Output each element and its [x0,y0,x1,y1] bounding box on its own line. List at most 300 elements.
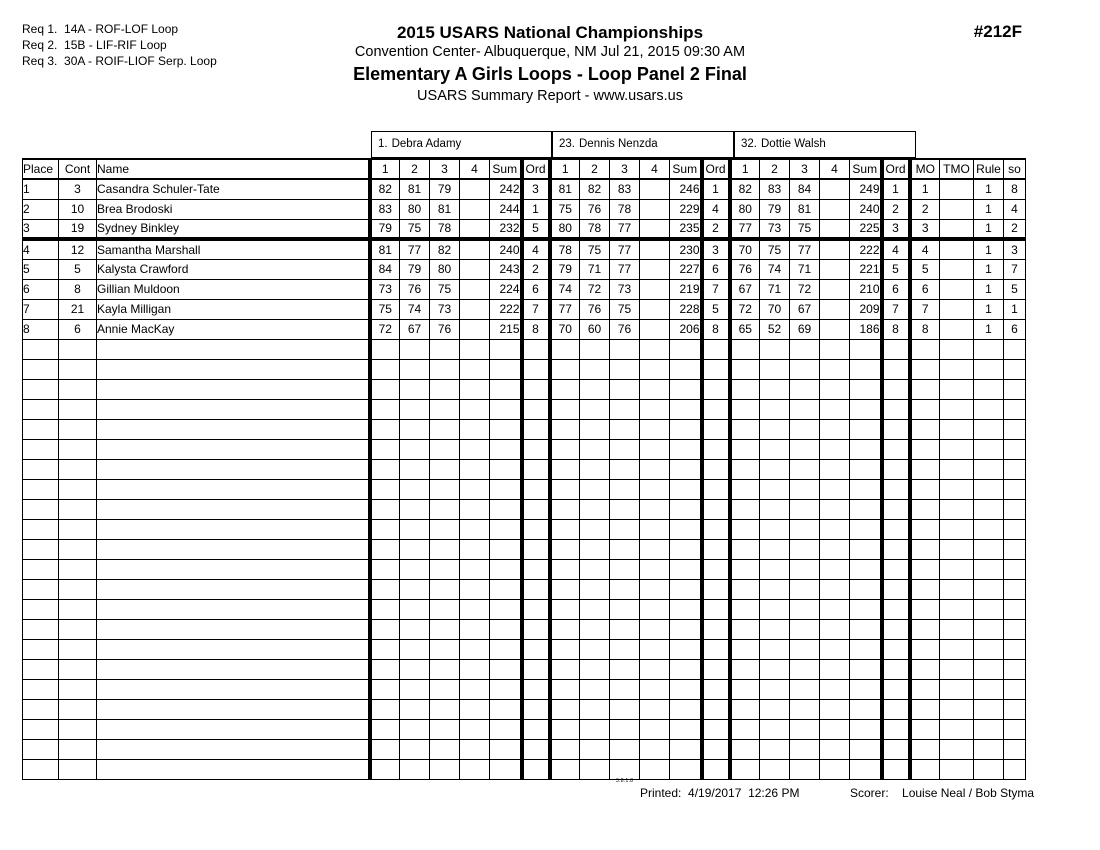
table-row-empty[interactable] [23,679,1026,699]
cell-rule: 1 [974,219,1004,239]
cell-score-3 [610,739,640,759]
cell-sum [670,739,702,759]
table-row-empty[interactable] [23,339,1026,359]
cell-place [23,699,59,719]
cell-sum [850,639,882,659]
cell-mo: 7 [910,299,940,319]
cell-rule [974,399,1004,419]
cell-score-4 [820,699,850,719]
cell-score-3: 78 [610,199,640,219]
cell-score-1 [550,539,580,559]
cell-ordinal [882,679,910,699]
cell-score-1 [730,379,760,399]
cell-tmo [940,179,974,199]
cell-score-1: 81 [370,239,400,259]
cell-score-4 [460,739,490,759]
cell-score-4 [820,599,850,619]
table-row[interactable] [23,239,1026,259]
cell-place: 2 [23,199,59,219]
table-row-empty[interactable] [23,499,1026,519]
cell-sum: 209 [850,299,882,319]
table-row[interactable] [23,199,1026,219]
cell-score-4 [820,359,850,379]
cell-mo [910,379,940,399]
cell-name [97,459,370,479]
cell-score-2 [760,759,790,779]
cell-score-2 [760,559,790,579]
cell-score-2 [760,639,790,659]
cell-score-3 [610,659,640,679]
cell-score-3 [430,599,460,619]
cell-ordinal [882,379,910,399]
cell-tmo [940,359,974,379]
cell-ordinal [522,479,550,499]
column-header-score-1: 1 [550,159,580,179]
table-row[interactable] [23,219,1026,239]
cell-rule: 1 [974,239,1004,259]
column-header-ord: Ord [522,159,550,179]
column-header-so: so [1004,159,1026,179]
cell-score-1 [730,739,760,759]
cell-mo [910,499,940,519]
cell-ordinal: 3 [702,239,730,259]
cell-so [1004,679,1026,699]
judge-number: 32. [741,138,757,150]
column-header-name: Name [97,159,370,179]
cell-contestant: 12 [59,239,97,259]
scorer-label: Scorer: Louise Neal / Bob Styma [850,786,1035,800]
cell-score-2 [760,419,790,439]
cell-ordinal [882,619,910,639]
cell-score-2 [400,339,430,359]
cell-score-2 [760,479,790,499]
cell-ordinal [882,719,910,739]
table-row-empty[interactable] [23,419,1026,439]
cell-sum [670,439,702,459]
cell-score-2: 77 [400,239,430,259]
cell-tmo [940,579,974,599]
cell-sum [670,599,702,619]
cell-score-3 [610,499,640,519]
cell-score-3: 75 [610,299,640,319]
cell-score-4 [640,599,670,619]
cell-score-3 [790,699,820,719]
cell-score-3 [790,419,820,439]
report-subtitle: USARS Summary Report - www.usars.us [417,88,683,104]
cell-ordinal [702,399,730,419]
cell-tmo [940,339,974,359]
cell-score-3 [610,379,640,399]
cell-score-3 [610,419,640,439]
judge-band-2 [552,131,734,158]
cell-rule [974,339,1004,359]
cell-name [97,679,370,699]
cell-score-4 [820,379,850,399]
cell-score-2: 76 [400,279,430,299]
cell-score-1 [370,539,400,559]
cell-ordinal [702,459,730,479]
cell-score-4 [820,579,850,599]
table-row-empty[interactable] [23,659,1026,679]
cell-score-4 [460,459,490,479]
cell-score-1 [730,759,760,779]
cell-ordinal [522,459,550,479]
cell-sum [850,519,882,539]
cell-score-4 [820,719,850,739]
cell-sum: 219 [670,279,702,299]
cell-tmo [940,319,974,339]
table-row-empty[interactable] [23,359,1026,379]
cell-sum: 186 [850,319,882,339]
cell-score-4 [820,339,850,359]
cell-score-4 [820,499,850,519]
cell-rule [974,719,1004,739]
cell-score-1 [730,679,760,699]
cell-score-4 [820,419,850,439]
cell-score-3: 81 [790,199,820,219]
cell-score-4 [820,739,850,759]
cell-score-2: 78 [580,219,610,239]
cell-place [23,399,59,419]
cell-sum [490,639,522,659]
cell-rule [974,359,1004,379]
cell-score-1 [550,759,580,779]
cell-name [97,619,370,639]
cell-score-3: 76 [610,319,640,339]
cell-score-3 [610,759,640,779]
table-row-empty[interactable] [23,439,1026,459]
cell-score-1: 67 [730,279,760,299]
cell-score-3: 84 [790,179,820,199]
cell-ordinal [702,339,730,359]
cell-sum [670,639,702,659]
cell-place [23,419,59,439]
cell-score-1 [370,459,400,479]
cell-score-4 [460,719,490,739]
cell-score-3 [790,519,820,539]
judge-band-3 [734,131,916,158]
cell-sum [490,359,522,379]
cell-ordinal [882,539,910,559]
cell-tmo [940,679,974,699]
cell-score-2: 72 [580,279,610,299]
cell-score-1: 74 [550,279,580,299]
cell-sum [850,599,882,619]
cell-score-2 [400,519,430,539]
cell-sum [490,659,522,679]
column-header-score-4: 4 [820,159,850,179]
column-header-score-2: 2 [400,159,430,179]
cell-score-2 [580,359,610,379]
cell-ordinal [702,599,730,619]
version-label: 3.8.1.8 [616,778,634,784]
cell-contestant [59,499,97,519]
cell-score-4 [640,259,670,279]
column-header-score-2: 2 [580,159,610,179]
cell-place: 5 [23,259,59,279]
cell-score-4 [640,279,670,299]
cell-score-4 [820,439,850,459]
cell-rule: 1 [974,299,1004,319]
cell-score-4 [640,299,670,319]
cell-score-3: 77 [610,259,640,279]
cell-score-3: 75 [430,279,460,299]
cell-score-4 [640,739,670,759]
cell-contestant [59,759,97,779]
cell-sum [490,539,522,559]
cell-sum: 225 [850,219,882,239]
cell-sum [850,719,882,739]
cell-ordinal [522,399,550,419]
cell-score-1 [730,559,760,579]
cell-score-2 [580,459,610,479]
cell-rule [974,759,1004,779]
cell-score-3 [790,639,820,659]
cell-so: 5 [1004,279,1026,299]
cell-score-4 [640,479,670,499]
cell-sum: 206 [670,319,702,339]
cell-score-4 [460,619,490,639]
cell-so [1004,759,1026,779]
cell-contestant: 6 [59,319,97,339]
cell-ordinal: 4 [882,239,910,259]
cell-name [97,699,370,719]
cell-sum [850,739,882,759]
cell-score-1: 84 [370,259,400,279]
cell-sum [850,539,882,559]
cell-ordinal [882,479,910,499]
cell-score-2 [400,379,430,399]
column-header-score-3: 3 [430,159,460,179]
cell-rule: 1 [974,259,1004,279]
cell-score-2 [580,539,610,559]
cell-score-4 [820,299,850,319]
cell-score-3: 73 [610,279,640,299]
cell-score-1 [730,619,760,639]
cell-mo [910,439,940,459]
table-row-empty[interactable] [23,759,1026,779]
cell-mo: 8 [910,319,940,339]
table-row[interactable] [23,319,1026,339]
cell-score-2 [580,399,610,419]
cell-sum: 215 [490,319,522,339]
cell-score-4 [820,399,850,419]
cell-ordinal: 8 [522,319,550,339]
cell-score-3 [430,679,460,699]
cell-score-1 [730,519,760,539]
cell-score-1 [730,539,760,559]
cell-score-1 [550,719,580,739]
cell-score-2: 75 [400,219,430,239]
table-row-empty[interactable] [23,599,1026,619]
cell-so: 4 [1004,199,1026,219]
cell-place [23,379,59,399]
cell-score-3 [790,359,820,379]
table-row[interactable] [23,179,1026,199]
cell-sum: 221 [850,259,882,279]
table-row-empty[interactable] [23,619,1026,639]
cell-place [23,479,59,499]
cell-score-2 [400,719,430,739]
cell-score-1: 81 [550,179,580,199]
cell-score-4 [460,699,490,719]
cell-score-3 [790,459,820,479]
cell-sum: 210 [850,279,882,299]
cell-sum: 242 [490,179,522,199]
cell-score-1 [730,439,760,459]
table-row-empty[interactable] [23,579,1026,599]
cell-score-4 [640,339,670,359]
cell-place [23,759,59,779]
cell-mo [910,459,940,479]
cell-score-3 [790,539,820,559]
cell-sum [670,479,702,499]
cell-mo [910,599,940,619]
cell-score-3 [430,459,460,479]
table-row-empty[interactable] [23,539,1026,559]
cell-score-3 [610,339,640,359]
table-row-empty[interactable] [23,559,1026,579]
cell-tmo [940,199,974,219]
cell-score-3 [430,639,460,659]
table-row-empty[interactable] [23,639,1026,659]
column-header-mo: MO [910,159,940,179]
cell-sum [850,419,882,439]
table-row-empty[interactable] [23,739,1026,759]
cell-tmo [940,419,974,439]
cell-name [97,419,370,439]
cell-name [97,479,370,499]
cell-name: Brea Brodoski [97,199,370,219]
cell-score-4 [640,379,670,399]
cell-score-1: 75 [550,199,580,219]
cell-score-2 [580,439,610,459]
cell-score-4 [460,559,490,579]
cell-score-1: 82 [370,179,400,199]
column-header-tmo: TMO [940,159,974,179]
cell-ordinal [702,539,730,559]
judge-name: Debra Adamy [391,138,462,150]
cell-score-3: 76 [430,319,460,339]
cell-score-3 [430,439,460,459]
table-row-empty[interactable] [23,459,1026,479]
cell-mo [910,719,940,739]
cell-rule [974,679,1004,699]
cell-score-1 [370,499,400,519]
table-row[interactable] [23,279,1026,299]
cell-score-4 [460,539,490,559]
cell-score-3: 80 [430,259,460,279]
cell-score-4 [820,459,850,479]
cell-score-1: 78 [550,239,580,259]
championship-title: 2015 USARS National Championships [396,23,704,42]
cell-score-2 [400,419,430,439]
cell-ordinal [702,519,730,539]
cell-score-4 [820,559,850,579]
table-row-empty[interactable] [23,719,1026,739]
cell-ordinal [882,359,910,379]
cell-sum [670,379,702,399]
cell-score-4 [820,519,850,539]
cell-sum [850,459,882,479]
cell-score-2 [400,559,430,579]
cell-score-1: 80 [550,219,580,239]
cell-sum: 235 [670,219,702,239]
cell-name: Kalysta Crawford [97,259,370,279]
cell-sum [670,619,702,639]
cell-contestant: 5 [59,259,97,279]
cell-contestant [59,359,97,379]
cell-ordinal [702,579,730,599]
cell-sum [670,419,702,439]
cell-score-1: 72 [730,299,760,319]
table-row[interactable] [23,299,1026,319]
cell-score-4 [820,659,850,679]
cell-mo [910,679,940,699]
cell-name [97,339,370,359]
cell-sum: 246 [670,179,702,199]
cell-score-3: 71 [790,259,820,279]
cell-score-3: 73 [430,299,460,319]
cell-place [23,519,59,539]
cell-score-1 [370,659,400,679]
table-row-empty[interactable] [23,379,1026,399]
cell-score-4 [640,439,670,459]
table-row-empty[interactable] [23,479,1026,499]
requirement-line: Req 2. 15B - LIF-RIF Loop [22,38,167,52]
cell-place: 6 [23,279,59,299]
table-row[interactable] [23,259,1026,279]
cell-score-3 [430,419,460,439]
table-row-empty[interactable] [23,399,1026,419]
cell-score-2 [760,359,790,379]
cell-contestant: 3 [59,179,97,199]
cell-name: Annie MacKay [97,319,370,339]
cell-sum [850,499,882,519]
cell-score-1 [730,599,760,619]
cell-score-1 [550,459,580,479]
cell-so: 6 [1004,319,1026,339]
cell-name [97,759,370,779]
cell-sum: 230 [670,239,702,259]
cell-score-2 [580,619,610,639]
cell-score-2 [760,519,790,539]
cell-ordinal [882,419,910,439]
cell-score-4 [460,439,490,459]
table-row-empty[interactable] [23,699,1026,719]
cell-contestant: 8 [59,279,97,299]
cell-score-2: 74 [760,259,790,279]
cell-so: 2 [1004,219,1026,239]
cell-ordinal [882,739,910,759]
cell-ordinal: 6 [522,279,550,299]
cell-score-3: 77 [610,239,640,259]
cell-sum [490,739,522,759]
cell-ordinal [522,539,550,559]
cell-ordinal [882,639,910,659]
judge-band-strip [371,131,916,158]
cell-score-2 [580,679,610,699]
cell-score-4 [460,239,490,259]
cell-contestant [59,739,97,759]
cell-ordinal [522,579,550,599]
cell-score-1 [730,499,760,519]
table-row-empty[interactable] [23,519,1026,539]
cell-sum: 243 [490,259,522,279]
cell-contestant [59,439,97,459]
cell-so [1004,539,1026,559]
cell-score-3 [430,539,460,559]
